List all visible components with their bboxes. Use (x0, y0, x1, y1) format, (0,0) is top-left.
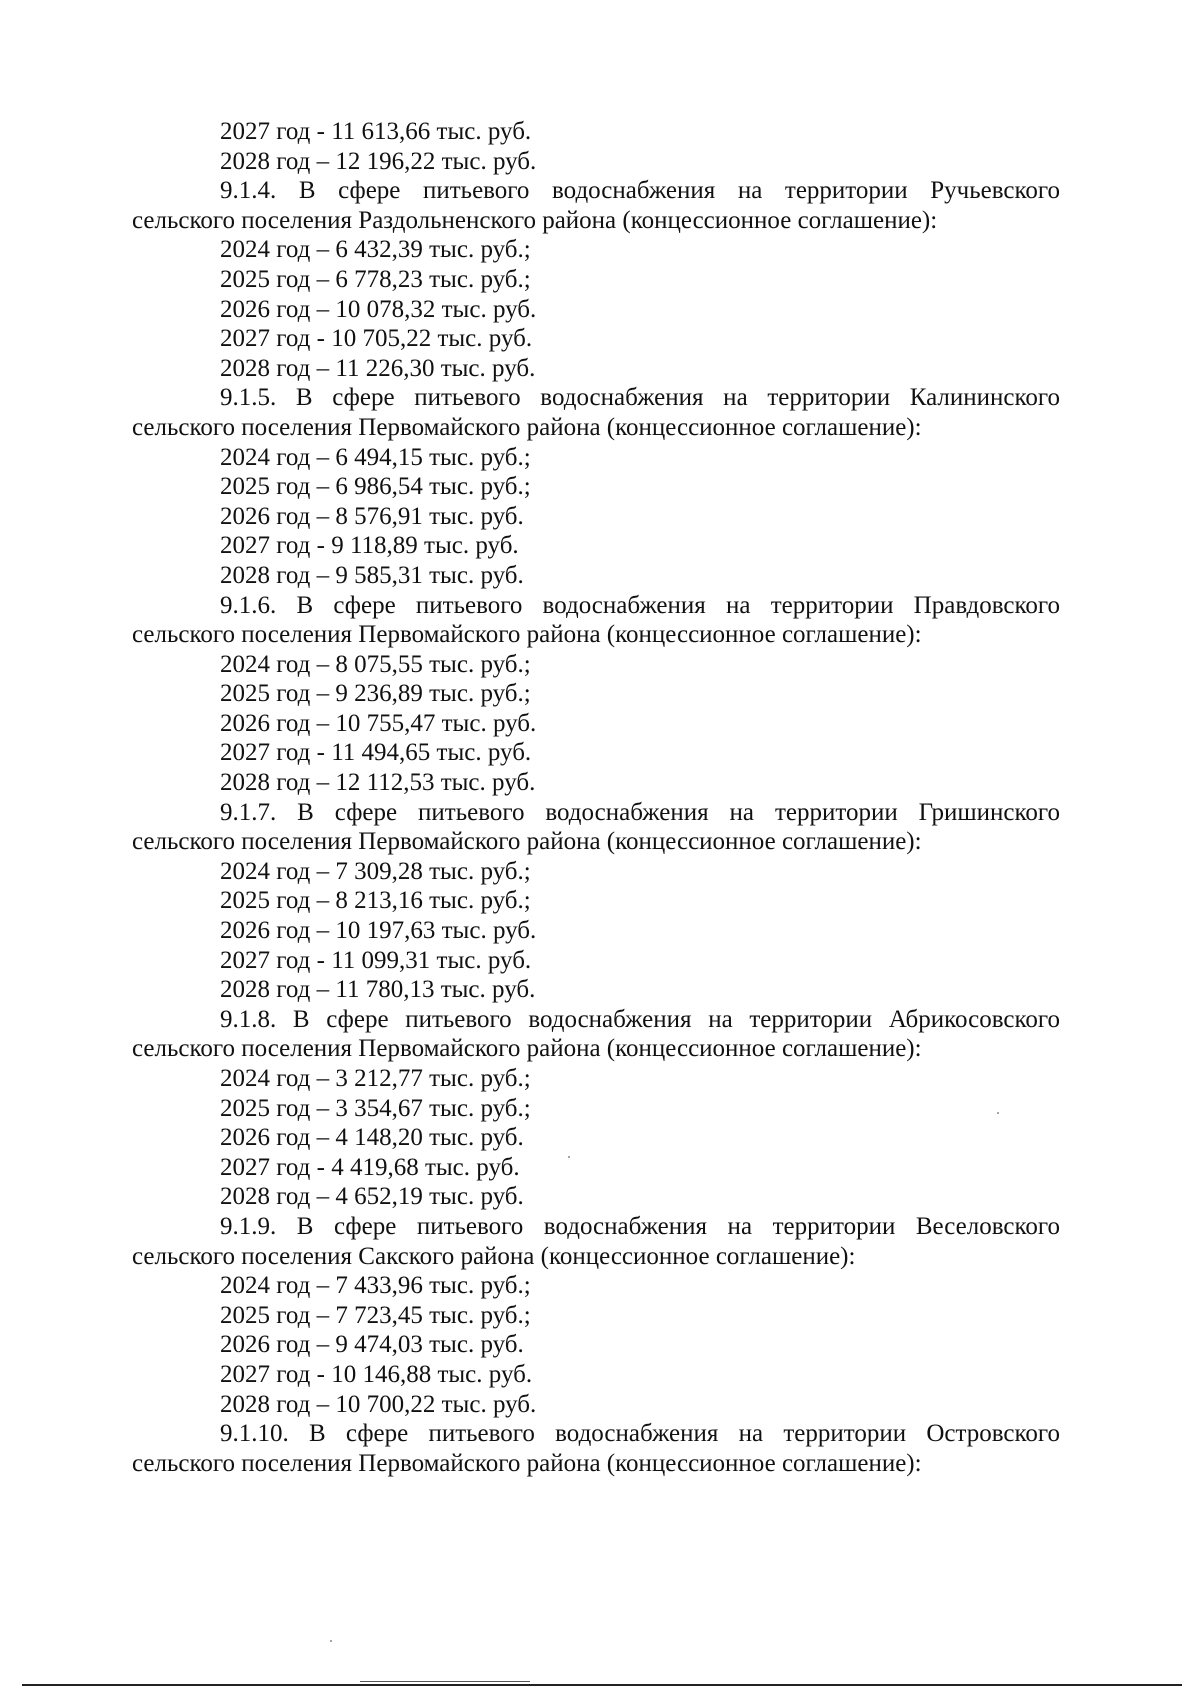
scan-speck (330, 1640, 332, 1642)
amount-line: 2026 год – 10 197,63 тыс. руб. (220, 917, 537, 945)
amount-line: 2026 год – 8 576,91 тыс. руб. (220, 502, 524, 530)
amount-line: 2024 год – 6 432,39 тыс. руб.; (220, 236, 531, 264)
amount-line: 2025 год – 3 354,67 тыс. руб.; (220, 1094, 531, 1122)
paragraph-continuation-line: сельского поселения Первомайского района (концессионное соглашение): (132, 1035, 922, 1063)
amount-line: 2028 год – 11 226,30 тыс. руб. (220, 354, 536, 382)
paragraph-continuation-line: сельского поселения Первомайского района (концессионное соглашение): (132, 413, 922, 441)
paragraph-heading-line: 9.1.9. В сфере питьевого водоснабжения на территории Веселовского (220, 1212, 1060, 1240)
amount-line: 2028 год – 12 112,53 тыс. руб. (220, 769, 536, 797)
amount-line: 2026 год – 10 755,47 тыс. руб. (220, 709, 537, 737)
paragraph-continuation-line: сельского поселения Первомайского района (концессионное соглашение): (132, 1449, 922, 1477)
amount-line: 2024 год – 3 212,77 тыс. руб.; (220, 1065, 531, 1092)
amount-line: 2026 год – 10 078,32 тыс. руб. (220, 295, 537, 323)
amount-line: 2025 год – 9 236,89 тыс. руб.; (220, 680, 531, 708)
amount-line: 2027 год - 10 146,88 тыс. руб. (220, 1360, 533, 1388)
scan-speck (568, 1156, 570, 1158)
paragraph-heading-line: 9.1.10. В сфере питьевого водоснабжения на территории Островского (220, 1420, 1060, 1448)
document-page (132, 117, 1060, 1478)
amount-line: 2028 год – 9 585,31 тыс. руб. (220, 561, 524, 589)
paragraph-continuation-line: сельского поселения Первомайского района (концессионное соглашение): (132, 621, 922, 649)
amount-line: 2025 год – 6 986,54 тыс. руб.; (220, 473, 531, 501)
paragraph-continuation-line: сельского поселения Первомайского района (концессионное соглашение): (132, 828, 922, 856)
amount-line: 2027 год - 4 419,68 тыс. руб. (220, 1153, 520, 1181)
amount-line: 2028 год – 4 652,19 тыс. руб. (220, 1183, 524, 1211)
paragraph-continuation-line: сельского поселения Раздольненского района (концессионное соглашение): (132, 206, 938, 234)
amount-line: 2025 год – 7 723,45 тыс. руб.; (220, 1301, 531, 1329)
amount-line: 2025 год – 8 213,16 тыс. руб.; (220, 887, 531, 915)
paragraph-heading-line: 9.1.4. В сфере питьевого водоснабжения на территории Ручьевского (220, 177, 1060, 205)
amount-line: 2026 год – 9 474,03 тыс. руб. (220, 1331, 524, 1359)
page-bottom-rule (22, 1684, 1182, 1686)
amount-line: 2027 год - 11 613,66 тыс. руб. (220, 118, 532, 145)
amount-line: 2028 год – 11 780,13 тыс. руб. (220, 976, 536, 1004)
scan-speck (997, 1112, 999, 1114)
amount-line: 2024 год – 8 075,55 тыс. руб.; (220, 650, 531, 678)
paragraph-heading-line: 9.1.6. В сфере питьевого водоснабжения на территории Правдовского (220, 591, 1060, 619)
amount-line: 2024 год – 6 494,15 тыс. руб.; (220, 443, 531, 471)
amount-line: 2027 год - 9 118,89 тыс. руб. (220, 532, 519, 560)
amount-line: 2026 год – 4 148,20 тыс. руб. (220, 1124, 524, 1152)
amount-line: 2024 год – 7 433,96 тыс. руб.; (220, 1272, 531, 1300)
paragraph-heading-line: 9.1.8. В сфере питьевого водоснабжения на территории Абрикосовского (220, 1005, 1060, 1033)
paragraph-heading-line: 9.1.7. В сфере питьевого водоснабжения на территории Гришинского (220, 798, 1060, 826)
amount-line: 2024 год – 7 309,28 тыс. руб.; (220, 857, 531, 885)
amount-line: 2027 год - 11 099,31 тыс. руб. (220, 946, 532, 974)
amount-line: 2027 год - 11 494,65 тыс. руб. (220, 739, 532, 767)
scan-rule-mark (360, 1681, 530, 1682)
amount-line: 2025 год – 6 778,23 тыс. руб.; (220, 265, 531, 293)
amount-line: 2027 год - 10 705,22 тыс. руб. (220, 325, 533, 353)
amount-line: 2028 год – 12 196,22 тыс. руб. (220, 147, 537, 175)
paragraph-heading-line: 9.1.5. В сфере питьевого водоснабжения на территории Калининского (220, 384, 1060, 412)
paragraph-continuation-line: сельского поселения Сакского района (концессионное соглашение): (132, 1242, 856, 1270)
amount-line: 2028 год – 10 700,22 тыс. руб. (220, 1390, 537, 1418)
